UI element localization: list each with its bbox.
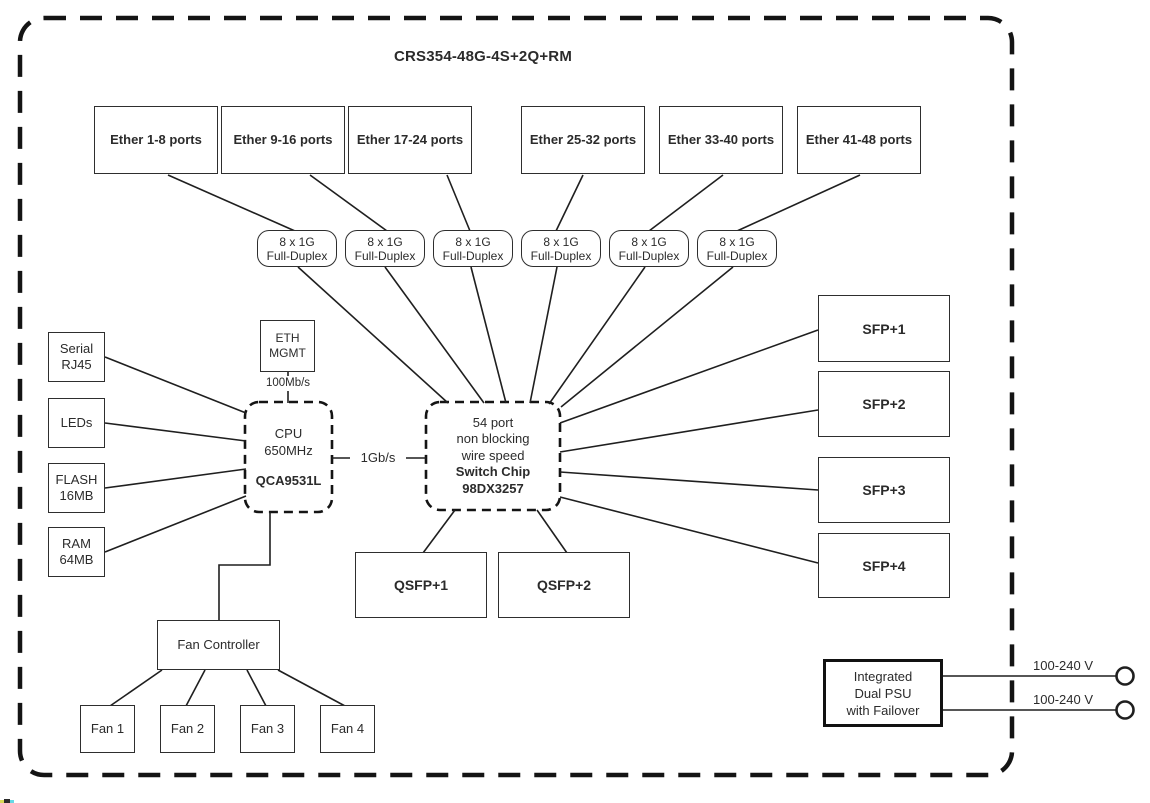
ram-box: RAM 64MB [48,527,105,577]
diagram-title: CRS354-48G-4S+2Q+RM [393,48,573,65]
sfp4-box: SFP+4 [818,533,950,598]
psu-box: Integrated Dual PSU with Failover [823,659,943,727]
serial-rj45-box: Serial RJ45 [48,332,105,382]
qsfp2-box: QSFP+2 [498,552,630,618]
qsfp1-box: QSFP+1 [355,552,487,618]
fan-controller-box: Fan Controller [157,620,280,670]
eth-mgmt-box: ETH MGMT [260,320,315,372]
fan2-box: Fan 2 [160,705,215,753]
power-input-2-label: 100-240 V [1033,692,1093,707]
lane-group-1-box: 8 x 1G Full-Duplex [257,230,337,267]
ether-33-40-box: Ether 33-40 ports [659,106,783,174]
fan3-box: Fan 3 [240,705,295,753]
lane-group-2-box: 8 x 1G Full-Duplex [345,230,425,267]
sfp1-box: SFP+1 [818,295,950,362]
lane-group-6-box: 8 x 1G Full-Duplex [697,230,777,267]
cpu-switch-link-label: 1Gb/s [350,450,406,465]
corner-artifact [0,799,14,803]
power-plug-1-icon [1117,668,1134,685]
power-plug-2-icon [1117,702,1134,719]
ether-1-8-box: Ether 1-8 ports [94,106,218,174]
fan4-box: Fan 4 [320,705,375,753]
ether-17-24-box: Ether 17-24 ports [348,106,472,174]
lane-group-3-box: 8 x 1G Full-Duplex [433,230,513,267]
eth-mgmt-speed-label: 100Mb/s [254,376,322,391]
cpu-box: CPU 650MHz QCA9531L [255,426,322,488]
flash-box: FLASH 16MB [48,463,105,513]
lane-group-5-box: 8 x 1G Full-Duplex [609,230,689,267]
ether-25-32-box: Ether 25-32 ports [521,106,645,174]
ether-41-48-box: Ether 41-48 ports [797,106,921,174]
sfp3-box: SFP+3 [818,457,950,523]
fan1-box: Fan 1 [80,705,135,753]
sfp2-box: SFP+2 [818,371,950,437]
power-input-1-label: 100-240 V [1033,658,1093,673]
switch-chip-box: 54 port non blocking wire speed Switch Chip 98DX3257 [455,414,531,496]
ether-9-16-box: Ether 9-16 ports [221,106,345,174]
lane-group-4-box: 8 x 1G Full-Duplex [521,230,601,267]
leds-box: LEDs [48,398,105,448]
